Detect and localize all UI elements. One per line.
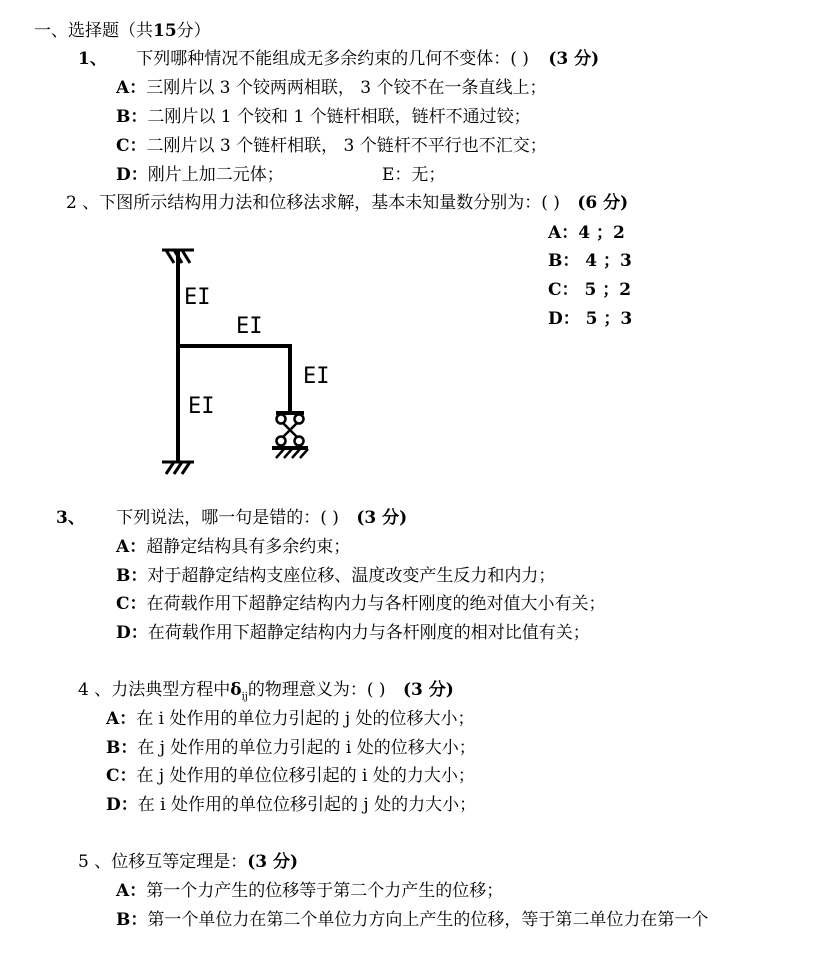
ei-label-right-column: EI xyxy=(303,364,330,389)
option-d: D：刚片上加二元体； xyxy=(116,165,284,185)
option-c: C：在荷载作用下超静定结构内力与各杆刚度的绝对值大小有关； xyxy=(116,594,606,614)
section-title: 一、选择题（共15分） xyxy=(34,21,211,41)
question-stem: 下图所示结构用力法和位移法求解，基本未知量数分别为：( ) xyxy=(99,193,560,213)
option-a: A：三刚片以 3 个铰两两相联， 3 个铰不在一条直线上； xyxy=(116,78,547,98)
option-a: A：在 i 处作用的单位力引起的 j 处的位移大小； xyxy=(106,709,475,729)
question-number: 1、 xyxy=(78,49,107,69)
question-5 xyxy=(78,851,298,873)
option-b: B：在 j 处作用的单位力引起的 i 处的位移大小； xyxy=(106,738,476,758)
question-stem: 位移互等定理是： xyxy=(111,852,248,872)
question-number: 2 、 xyxy=(66,193,100,213)
q2-option-a: A：4 ；2 xyxy=(548,223,625,243)
q2-option-d: D： 5 ；3 xyxy=(548,309,633,329)
option-a: A：第一个力产生的位移等于第二个力产生的位移； xyxy=(116,881,504,901)
option-b: B：对于超静定结构支座位移、温度改变产生反力和内力； xyxy=(116,566,556,586)
question-points: (3 分) xyxy=(247,852,299,872)
question-points: (6 分) xyxy=(577,193,629,213)
ei-label-bottom-column: EI xyxy=(188,394,215,419)
question-2 xyxy=(66,192,628,214)
question-4: 4 、力法典型方程中$\delta_{ij}$的物理意义为：( ) (3 分) xyxy=(78,680,454,703)
question-points: (3 分) xyxy=(548,49,600,69)
question-number: 4 、 xyxy=(78,680,112,700)
option-e: E：无； xyxy=(382,165,446,185)
option-c: C：在 j 处作用的单位位移引起的 i 处的力大小； xyxy=(106,766,475,786)
delta-symbol: δ xyxy=(230,680,242,700)
question-stem: 下列说法，哪一句是错的：( ) xyxy=(116,508,339,528)
option-d: D：在荷载作用下超静定结构内力与各杆刚度的相对比值有关； xyxy=(116,623,590,643)
ei-label-beam: EI xyxy=(236,314,263,339)
question-3 xyxy=(56,507,407,529)
ei-label-top-column: EI xyxy=(184,285,211,310)
option-c: C：二刚片以 3 个链杆相联， 3 个链杆不平行也不汇交； xyxy=(116,136,547,156)
q2-option-c: C： 5 ；2 xyxy=(548,280,632,300)
delta-subscript: ij xyxy=(241,691,248,703)
option-a: A：超静定结构具有多余约束； xyxy=(116,537,351,557)
question-number: 3、 xyxy=(56,508,85,528)
top-fixed-support xyxy=(162,250,194,263)
question-points: (3 分) xyxy=(356,508,408,528)
option-b: B：二刚片以 1 个铰和 1 个链杆相联，链杆不通过铰； xyxy=(116,107,531,127)
option-d: D：在 i 处作用的单位位移引起的 j 处的力大小； xyxy=(106,795,477,815)
bottom-fixed-support xyxy=(162,462,194,474)
question-number: 5 、 xyxy=(78,852,112,872)
question-1 xyxy=(78,48,599,70)
link-support xyxy=(272,413,308,458)
option-b: B：第一个单位力在第二个单位力方向上产生的位移，等于第二单位力在第一个 xyxy=(116,910,709,930)
q2-option-b: B： 4 ；3 xyxy=(548,251,632,271)
question-stem: 下列哪种情况不能组成无多余约束的几何不变体：( ) xyxy=(136,49,529,69)
question-points: (3 分) xyxy=(402,680,454,700)
